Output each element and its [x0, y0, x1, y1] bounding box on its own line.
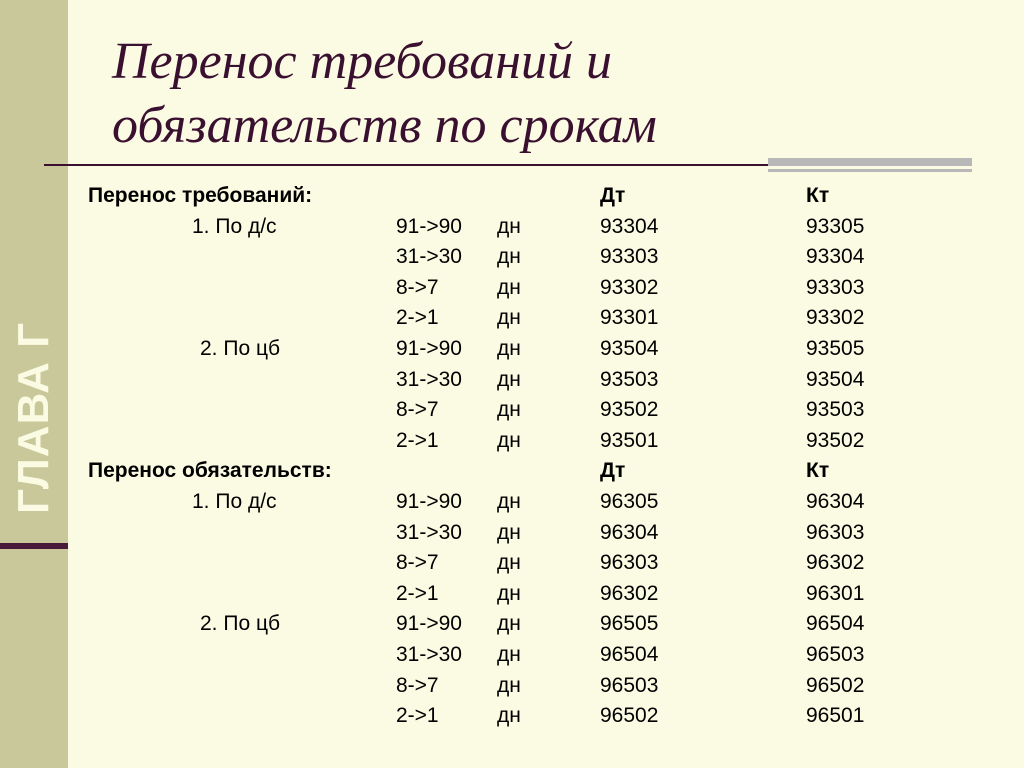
term-unit: дн — [497, 642, 521, 666]
debit-account: 93504 — [600, 336, 659, 360]
debit-account: 93501 — [600, 428, 659, 452]
page-title — [112, 30, 812, 158]
term-range: 2->1 — [396, 428, 439, 452]
debit-account: 93502 — [600, 398, 659, 422]
term-range: 8->7 — [396, 673, 439, 697]
credit-account: 96503 — [806, 642, 865, 666]
credit-account: 96303 — [806, 520, 865, 544]
credit-account: 93502 — [806, 428, 865, 452]
term-unit: дн — [497, 367, 521, 391]
term-unit: дн — [497, 336, 521, 360]
credit-account: 96502 — [806, 673, 865, 697]
section-title: Перенос требований: — [88, 184, 313, 207]
credit-account: 96301 — [806, 581, 865, 605]
title-divider-accent-thin — [768, 169, 972, 172]
debit-account: 96502 — [600, 704, 659, 728]
debit-account: 96305 — [600, 489, 659, 513]
credit-account: 93503 — [806, 398, 865, 422]
term-range: 31->30 — [396, 367, 462, 391]
credit-account: 93302 — [806, 306, 865, 330]
term-range: 8->7 — [396, 551, 439, 575]
term-unit: дн — [497, 214, 521, 238]
term-unit: дн — [497, 551, 521, 575]
debit-account: Дт — [600, 184, 626, 207]
term-range: 91->90 — [396, 336, 462, 360]
debit-account: 96504 — [600, 642, 659, 666]
term-range: 31->30 — [396, 520, 462, 544]
debit-account: 93303 — [600, 245, 659, 269]
sidebar-accent-bar — [0, 543, 68, 549]
debit-account: 96503 — [600, 673, 659, 697]
item-label: 1. По д/с — [192, 214, 277, 238]
term-range: 91->90 — [396, 214, 462, 238]
term-unit: дн — [497, 704, 521, 728]
term-unit: дн — [497, 581, 521, 605]
credit-account: Кт — [806, 459, 830, 483]
item-label: 1. По д/с — [192, 489, 277, 513]
term-unit: дн — [497, 245, 521, 269]
term-unit: дн — [497, 520, 521, 544]
credit-account: 96504 — [806, 612, 865, 636]
title-line-2: обязательств по срокам — [112, 97, 657, 154]
credit-account: 93305 — [806, 214, 865, 238]
credit-account: 93505 — [806, 336, 865, 360]
term-range: 91->90 — [396, 489, 462, 513]
term-range: 8->7 — [396, 275, 439, 299]
sidebar — [0, 0, 68, 768]
term-range: 31->30 — [396, 642, 462, 666]
chapter-label: ГЛАВА Г — [9, 321, 58, 515]
credit-account: Кт — [806, 184, 830, 207]
credit-account: 93303 — [806, 275, 865, 299]
debit-account: 96302 — [600, 581, 659, 605]
credit-account: 93304 — [806, 245, 865, 269]
debit-account: 93302 — [600, 275, 659, 299]
debit-account: 93301 — [600, 306, 659, 330]
debit-account: Дт — [600, 459, 626, 483]
term-range: 2->1 — [396, 704, 439, 728]
term-range: 2->1 — [396, 306, 439, 330]
credit-account: 96304 — [806, 489, 865, 513]
section-title: Перенос обязательств: — [88, 459, 332, 483]
item-label: 2. По цб — [200, 612, 281, 636]
term-unit: дн — [497, 398, 521, 422]
credit-account: 96501 — [806, 704, 865, 728]
title-divider-accent — [768, 158, 972, 166]
item-label: 2. По цб — [200, 336, 281, 360]
debit-account: 96303 — [600, 551, 659, 575]
term-unit: дн — [497, 306, 521, 330]
term-range: 8->7 — [396, 398, 439, 422]
term-unit: дн — [497, 428, 521, 452]
term-unit: дн — [497, 275, 521, 299]
title-line-1: Перенос требований и — [112, 33, 613, 90]
term-range: 31->30 — [396, 245, 462, 269]
debit-account: 93304 — [600, 214, 659, 238]
credit-account: 96302 — [806, 551, 865, 575]
term-range: 2->1 — [396, 581, 439, 605]
debit-account: 96304 — [600, 520, 659, 544]
debit-account: 93503 — [600, 367, 659, 391]
credit-account: 93504 — [806, 367, 865, 391]
term-range: 91->90 — [396, 612, 462, 636]
title-divider — [44, 164, 768, 166]
debit-account: 96505 — [600, 612, 659, 636]
term-unit: дн — [497, 612, 521, 636]
term-unit: дн — [497, 489, 521, 513]
term-unit: дн — [497, 673, 521, 697]
